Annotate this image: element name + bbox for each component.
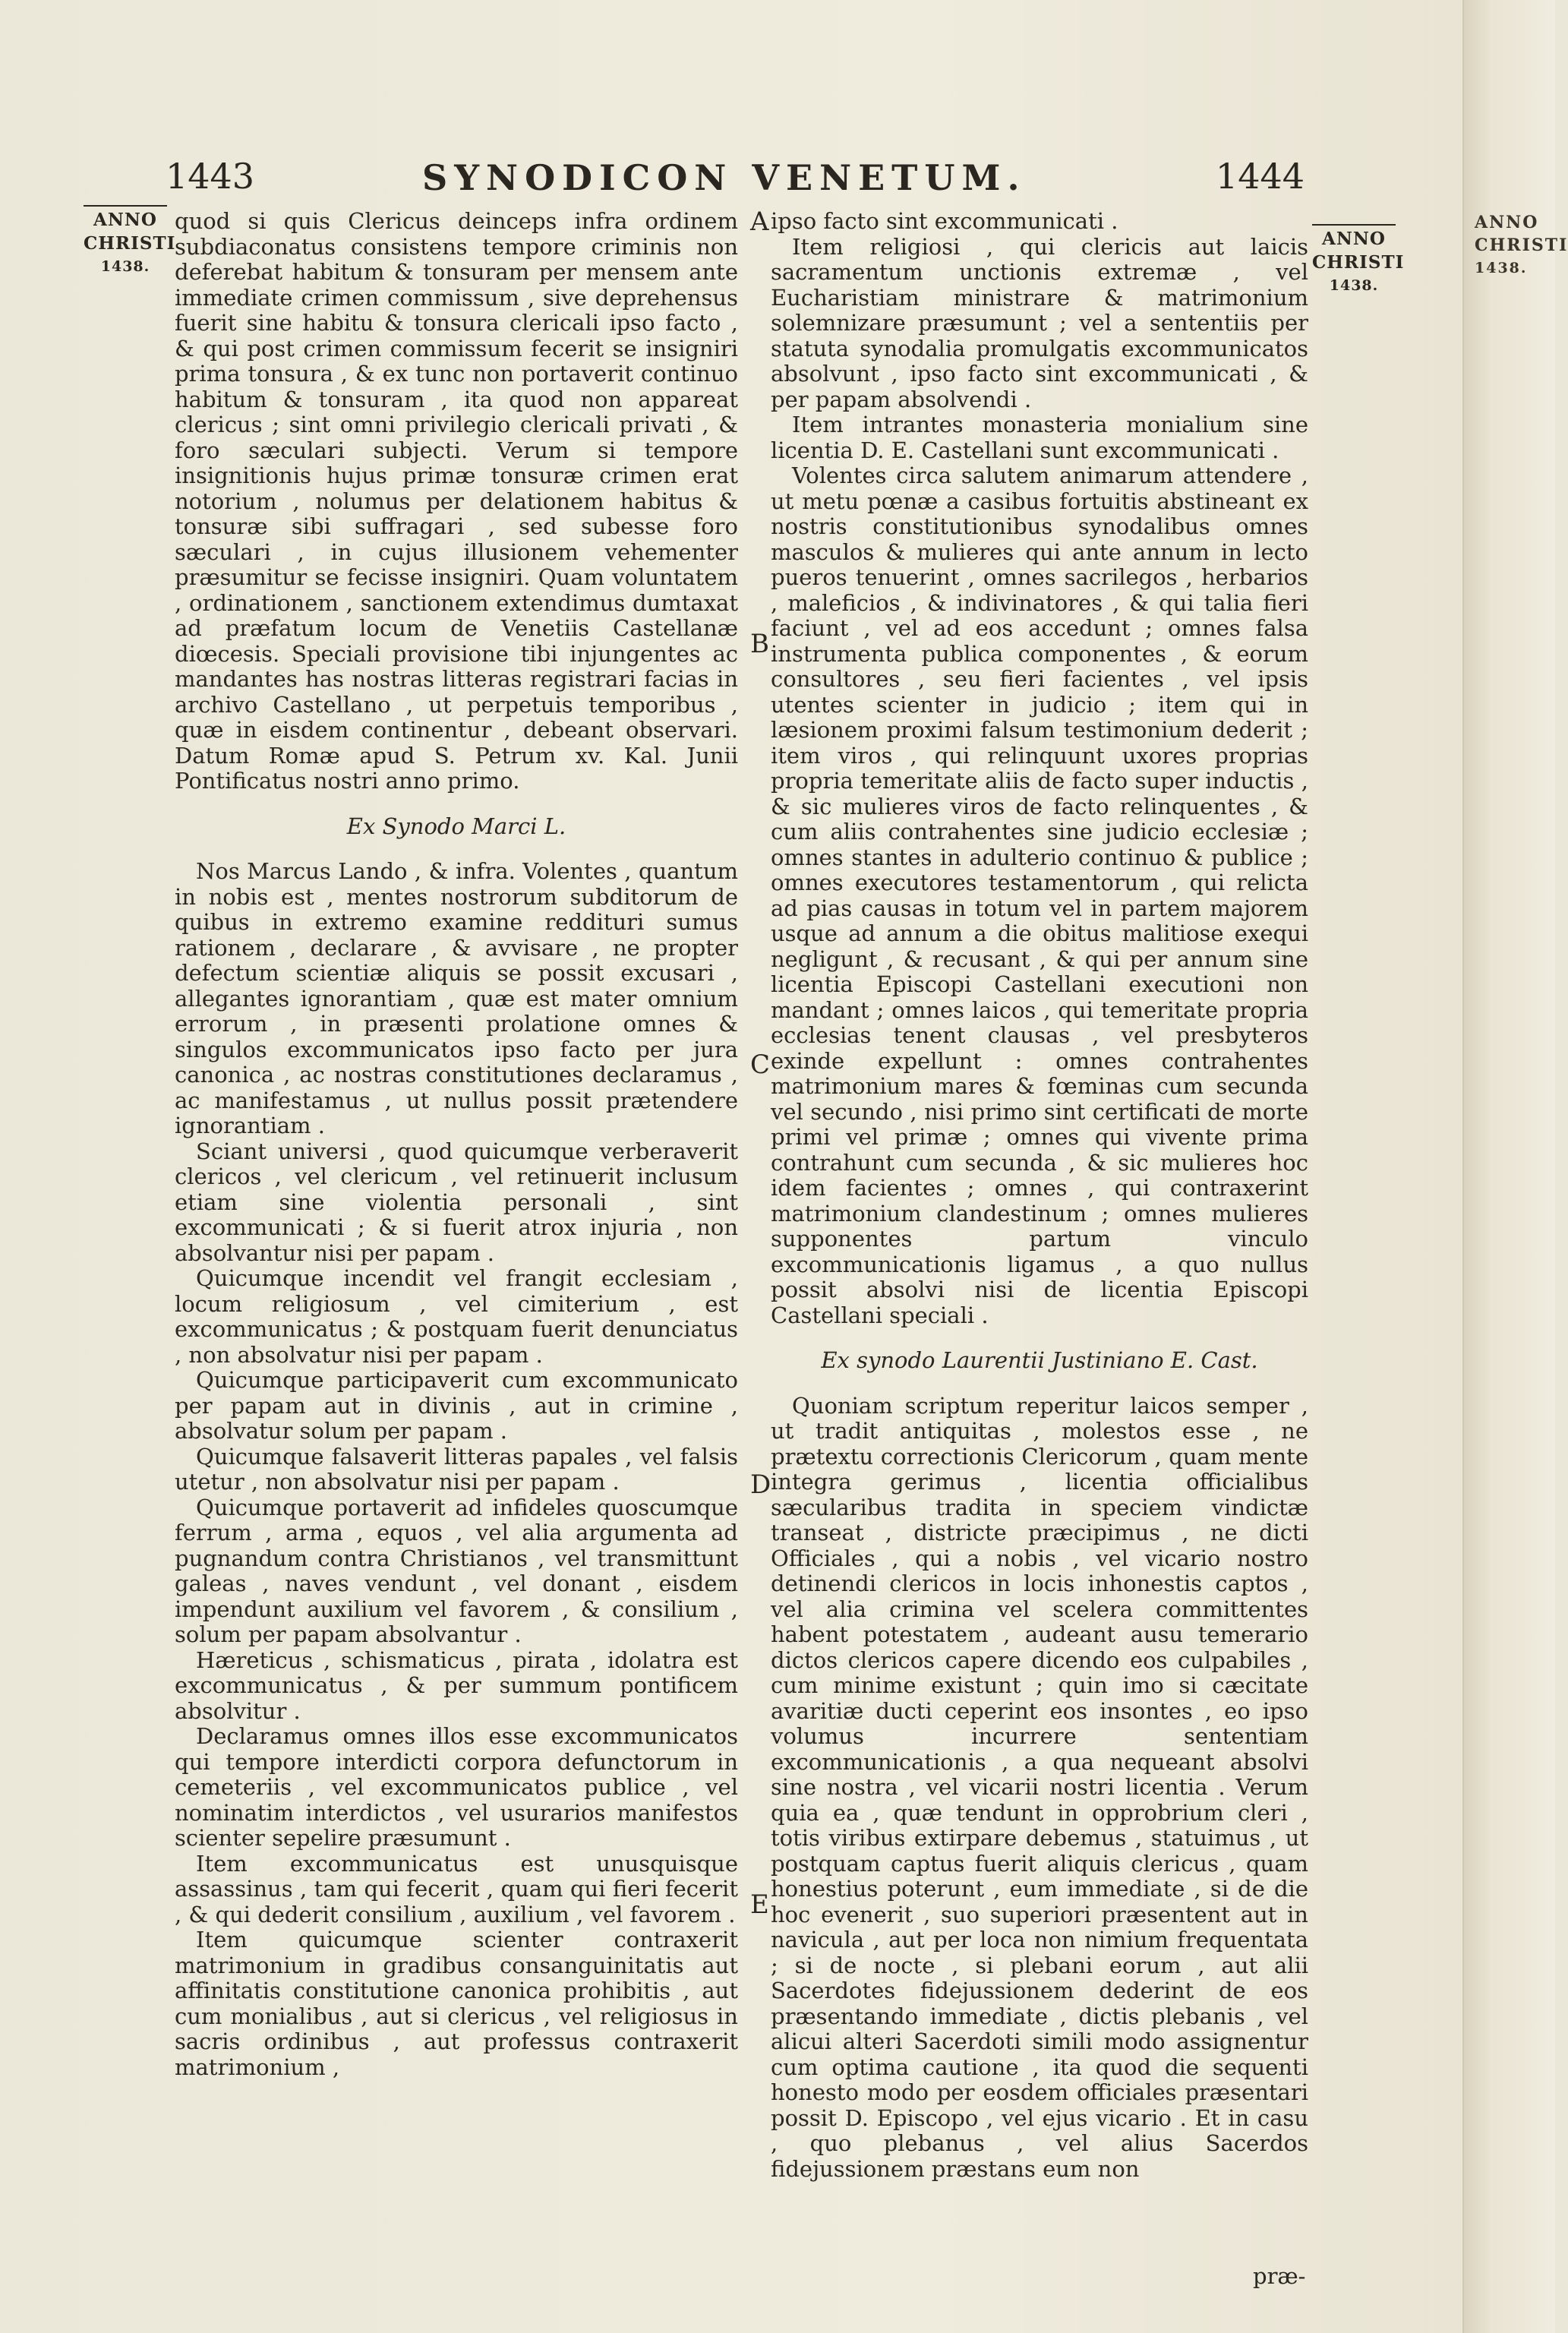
- paragraph: quod si quis Clericus deinceps infra ordinem subdiaconatus consistens tempore criminis non deferebat habitum & tonsuram per mensem ante immediate crimen commissum , sive deprehensus fuerit sine habitu & tonsura clericali ipso facto , & qui post crimen commissum fecerit se insigniri prima tonsura , & ex tunc non portaverit continuo habitum & tonsuram , ita quod non appareat clericus ; sint omni privilegio clericali privati , & foro sæculari subjecti. Verum si tempore insignitionis hujus primæ tonsuræ crimen erat notorium , nolumus per delationem habitus & tonsuræ sibi suffragari , sed subesse foro sæculari , in cujus illusionem vehementer præsumitur se fecisse insigniri. Quam voluntatem , ordinationem , sanctionem extendimus dumtaxat ad præfatum locum de Venetiis Castellanæ diœcesis. Speciali provisione tibi injungentes ac mandantes has nostras litteras registrari facias in archivo Castellano , ut perpetuis temporibus , quæ in eisdem continentur , debeant observari. Datum Romæ apud S. Petrum xv. Kal. Junii Pontificatus nostri anno primo.: [175, 208, 738, 794]
- paragraph: ipso facto sint excommunicati .: [771, 208, 1118, 234]
- section-heading: Ex Synodo Marci L.: [346, 813, 566, 839]
- paragraph: Volentes circa salutem animarum attendere , ut metu pœnæ a casibus fortuitis abstineant ex nostris constitutionibus synodalibus omnes masculos & mulieres qui ante annum in lecto pueros tenuerint , omnes sacrilegos , herbarios , maleficios , & indivinatores , & qui talia fieri faciunt , vel ad eos accedunt ; omnes falsa instrumenta publica componentes , & eorum consultores , seu fieri facientes , vel ipsis utentes scienter in judicio ; item qui in læsionem proximi falsum testimonium dederit ; item viros , qui relinquunt uxores proprias propria temeritate aliis de facto super inductis , & sic mulieres viros de facto relinquentes , & cum aliis contrahentes sine judicio ecclesiæ ; omnes stantes in adulterio continuo & publice ; omnes executores testamentorum , qui relicta ad pias causas in totum vel in partem majorem usque ad annum a die obitus malitiose exequi negligunt , & recusant , & qui per annum sine licentia Episcopi Castellani executioni non mandant ; omnes laicos , qui temeritate propria ecclesias tenent clausas , vel presbyteros exinde expellunt : omnes contrahentes matrimonium mares & fœminas cum secunda vel secundo , nisi primo sint certificati de morte primi vel primæ ; omnes qui vivente prima contrahunt cum secunda , & sic mulieres hoc idem facientes ; omnes , qui contraxerint matrimonium clandestinum ; omnes mulieres supponentes partum vinculo excommunicationis ligamus , a quo nullus possit absolvi nisi de licentia Episcopi Castellani speciali .: [771, 462, 1308, 1328]
- text-column-right: [771, 209, 1308, 2182]
- running-header: [166, 156, 1305, 209]
- paragraph: Quicumque falsaverit litteras papales , vel falsis utetur , non absolvatur nisi per papam .: [175, 1443, 738, 1495]
- margin-letter-a: A: [750, 207, 769, 237]
- paragraph: Nos Marcus Lando , & infra. Volentes , quantum in nobis est , mentes nostrorum subditorum de quibus in extremo examine reddituri sumus rationem , declarare , & avvisare , ne propter defectum scientiæ aliquis se possit excusari , allegantes ignorantiam , quæ est mater omnium errorum , in præsenti prolatione omnes & singulos excommunicatos ipso facto per jura canonica , ac nostras constitutiones declaramus , ac manifestamus , ut nullus possit prætendere ignorantiam .: [175, 858, 738, 1138]
- margin-note-right: ANNO CHRISTI 1438.: [1312, 224, 1396, 298]
- margin-letter-e: E: [750, 1889, 769, 1920]
- paragraph: Quicumque portaverit ad infideles quoscumque ferrum , arma , equos , vel alia argumenta ad pugnandum contra Christianos , vel transmittunt galeas , naves vendunt , vel donant , eisdem impendunt auxilium vel favorem , & consilium , solum per papam absolvantur .: [175, 1494, 738, 1647]
- paragraph: Declaramus omnes illos esse excommunicatos qui tempore interdicti corpora defunctorum in cemeteriis , vel excommunicatos publice , vel nominatim interdictos , vel usurarios manifestos scienter sepelire præsumunt .: [175, 1723, 738, 1851]
- paragraph: Hæreticus , schismaticus , pirata , idolatra est excommunicatus , & per summum pontificem absolvitur .: [175, 1646, 738, 1724]
- catchword: præ-: [1253, 2263, 1306, 2289]
- paragraph: Quicumque incendit vel frangit ecclesiam , locum religiosum , vel cimiterium , est excommunicatus ; & postquam fuerit denunciatus , non absolvatur nisi per papam .: [175, 1265, 738, 1368]
- margin-letter-d: D: [750, 1470, 771, 1500]
- text-column-left: [175, 209, 738, 2080]
- paragraph: Item quicumque scienter contraxerit matrimonium in gradibus consanguinitatis aut affinitatis constitutione canonica prohibitis , aut cum monialibus , aut si clericus , vel religiosus in sacris ordinibus , aut professus contraxerit matrimonium ,: [175, 1927, 738, 2080]
- paragraph: Quicumque participaverit cum excommunicato per papam aut in divinis , aut in crimine , absolvatur solum per papam .: [175, 1367, 738, 1444]
- facing-page-edge: [1462, 0, 1568, 2333]
- margin-letter-c: C: [750, 1050, 771, 1080]
- paragraph: Sciant universi , quod quicumque verberaverit clericos , vel clericum , vel retinuerit inclusum etiam sine violentia personali , sint excommunicati ; & si fuerit atrox injuria , non absolvantur nisi per papam .: [175, 1138, 738, 1266]
- paragraph: Item religiosi , qui clericis aut laicis sacramentum unctionis extremæ , vel Eucharistiam ministrare & matrimonium solemnizare præsumunt ; vel a sententiis per statuta synodalia promulgatis excommunicatos absolvunt , ipso facto sint excommunicati , & per papam absolvendi .: [771, 233, 1308, 412]
- margin-letter-b: B: [750, 629, 769, 659]
- page-number-left: 1443: [166, 156, 255, 197]
- running-title: SYNODICON VENETUM.: [422, 157, 1027, 198]
- paragraph: Item excommunicatus est unusquisque assassinus , tam qui fecerit , quam qui fieri fecerit , & qui dederit consilium , auxilium , vel favorem .: [175, 1850, 738, 1927]
- page-number-right: 1444: [1215, 156, 1305, 197]
- paragraph: Quoniam scriptum reperitur laicos semper , ut tradit antiquitas , molestos esse , ne prætextu correctionis Clericorum , quam mente integra gerimus , licentia officialibus sæcularibus tradita in speciem vindictæ transeat , districte præcipimus , ne dicti Officiales , qui a nobis , vel vicario nostro detinendi clericos in locis inhonestis captos , vel alia crimina vel scelera committentes habent potestatem , audeant ausu temerario dictos clericos capere dicendo eos culpabiles , cum minime existunt ; quin imo si cæcitate avaritiæ ducti ceperint eos insontes , eo ipso volumus incurrere sententiam excommunicationis , a qua nequeant absolvi sine nostra , vel vicarii nostri licentia . Verum quia ea , quæ tendunt in opprobrium cleri , totis viribus extirpare debemus , statuimus , ut postquam captus fuerit aliquis clericus , quam honestius poterunt , eum immediate , si de die hoc evenerit , suo superiori præsentent aut in navicula , aut per loca non nimium frequentata ; si de nocte , si plebani eorum , aut alii Sacerdotes fidejussionem dederint de eos præsentando immediate , dictis plebanis , vel alicui alteri Sacerdoti simili modo assignentur cum optima cautione , ita quod die sequenti honesto modo per eosdem officiales præsentari possit D. Episcopo , vel ejus vicario . Et in casu , quo plebanus , vel alius Sacerdos fidejussionem præstans eum non: [771, 1392, 1308, 2182]
- facing-margin-note: ANNO CHRISTI 1438.: [1475, 213, 1568, 276]
- margin-note-left: ANNO CHRISTI 1438.: [84, 205, 167, 279]
- section-heading: Ex synodo Laurentii Justiniano E. Cast.: [821, 1347, 1258, 1373]
- paragraph: Item intrantes monasteria monialium sine licentia D. E. Castellani sunt excommunicati .: [771, 412, 1308, 463]
